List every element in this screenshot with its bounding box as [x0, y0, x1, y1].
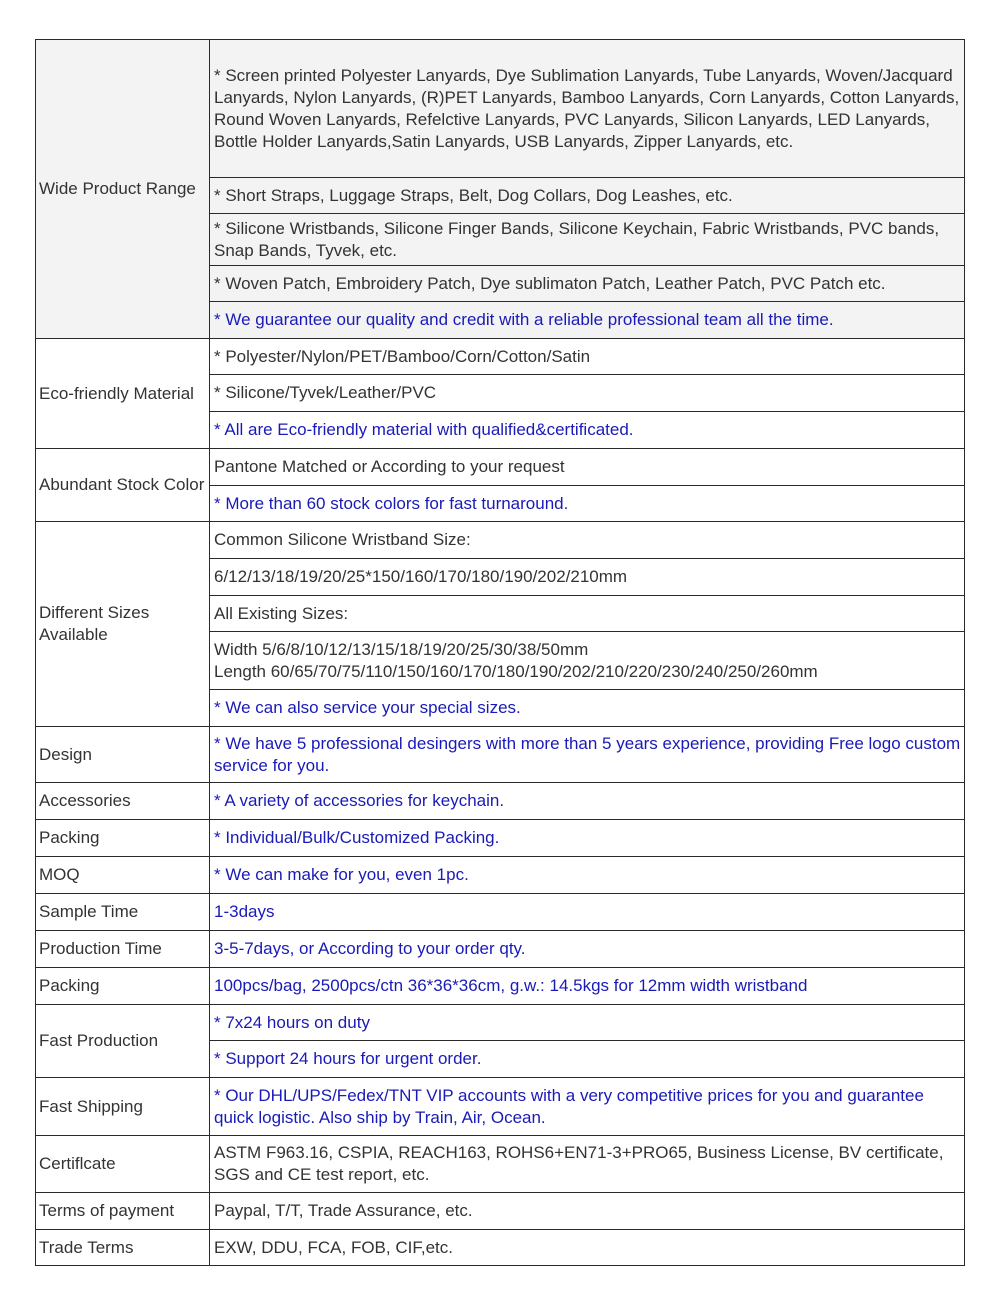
row-value: * We guarantee our quality and credit with a reliable professional team all the time.	[210, 302, 965, 339]
row-value: 6/12/13/18/19/20/25*150/160/170/180/190/202/210mm	[210, 559, 965, 596]
row-label: Design	[36, 727, 210, 783]
spec-table	[35, 39, 965, 1266]
row-label: Trade Terms	[36, 1230, 210, 1266]
table-row	[36, 931, 965, 968]
table-row	[36, 857, 965, 894]
row-value: * Polyester/Nylon/PET/Bamboo/Corn/Cotton/Satin	[210, 339, 965, 375]
row-value: * We have 5 professional desingers with more than 5 years experience, providing Free logo custom service for you.	[210, 727, 965, 783]
row-value: 3-5-7days, or According to your order qty.	[210, 931, 965, 968]
table-row	[36, 1005, 965, 1041]
row-value: * Silicone/Tyvek/Leather/PVC	[210, 375, 965, 412]
row-value: * Woven Patch, Embroidery Patch, Dye sublimaton Patch, Leather Patch, PVC Patch etc.	[210, 266, 965, 302]
table-row	[36, 1230, 965, 1266]
table-row	[36, 449, 965, 486]
row-value: * Support 24 hours for urgent order.	[210, 1041, 965, 1078]
row-value: * 7x24 hours on duty	[210, 1005, 965, 1041]
row-value: 100pcs/bag, 2500pcs/ctn 36*36*36cm, g.w.: 14.5kgs for 12mm width wristband	[210, 968, 965, 1005]
row-value: EXW, DDU, FCA, FOB, CIF,etc.	[210, 1230, 965, 1266]
row-value: * All are Eco-friendly material with qualified&certificated.	[210, 412, 965, 449]
row-value: All Existing Sizes:	[210, 596, 965, 632]
table-row	[36, 894, 965, 931]
row-label: Eco-friendly Material	[36, 339, 210, 449]
row-value: * Silicone Wristbands, Silicone Finger Bands, Silicone Keychain, Fabric Wristbands, PVC bands, Snap Bands, Tyvek, etc.	[210, 214, 965, 266]
table-row	[36, 1078, 965, 1136]
row-label: Terms of payment	[36, 1193, 210, 1230]
table-row	[36, 820, 965, 857]
row-label: Packing	[36, 968, 210, 1005]
row-value: ASTM F963.16, CSPIA, REACH163, ROHS6+EN71-3+PRO65, Business License, BV certificate, SGS and CE test report, etc.	[210, 1136, 965, 1193]
row-value: 1-3days	[210, 894, 965, 931]
row-value: Width 5/6/8/10/12/13/15/18/19/20/25/30/38/50mm Length 60/65/70/75/110/150/160/170/180/190/202/210/220/230/240/250/260mm	[210, 632, 965, 690]
row-label: Wide Product Range	[36, 40, 210, 339]
table-row	[36, 522, 965, 559]
table-row	[36, 40, 965, 178]
row-label: Abundant Stock Color	[36, 449, 210, 522]
table-row	[36, 1193, 965, 1230]
row-label: Accessories	[36, 783, 210, 820]
row-value: * A variety of accessories for keychain.	[210, 783, 965, 820]
row-value: * Our DHL/UPS/Fedex/TNT VIP accounts with a very competitive prices for you and guarantee quick logistic. Also ship by Train, Air, Ocean.	[210, 1078, 965, 1136]
row-value: Pantone Matched or According to your request	[210, 449, 965, 486]
table-row	[36, 783, 965, 820]
row-label: Different Sizes Available	[36, 522, 210, 727]
row-value: * We can make for you, even 1pc.	[210, 857, 965, 894]
row-value: Common Silicone Wristband Size:	[210, 522, 965, 559]
table-row	[36, 968, 965, 1005]
row-label: Packing	[36, 820, 210, 857]
row-value: * We can also service your special sizes.	[210, 690, 965, 727]
row-label: Certiflcate	[36, 1136, 210, 1193]
row-value: * Screen printed Polyester Lanyards, Dye Sublimation Lanyards, Tube Lanyards, Woven/Jacquard Lanyards, Nylon Lanyards, (R)PET Lanyards, Bamboo Lanyards, Corn Lanyards, Cotton Lanyards, Round Woven Lanyards, Refelctive Lanyards, PVC Lanyards, Silicon Lanyards, LED Lanyards, Bottle Holder Lanyards,Satin Lanyards, USB Lanyards, Zipper Lanyards, etc.	[210, 40, 965, 178]
row-value: * Individual/Bulk/Customized Packing.	[210, 820, 965, 857]
row-label: Fast Shipping	[36, 1078, 210, 1136]
table-row	[36, 339, 965, 375]
row-label: Sample Time	[36, 894, 210, 931]
row-value: * More than 60 stock colors for fast turnaround.	[210, 486, 965, 522]
row-label: Production Time	[36, 931, 210, 968]
table-row	[36, 727, 965, 783]
row-label: MOQ	[36, 857, 210, 894]
spec-table-body	[36, 40, 965, 1266]
row-label: Fast Production	[36, 1005, 210, 1078]
row-value: * Short Straps, Luggage Straps, Belt, Dog Collars, Dog Leashes, etc.	[210, 178, 965, 214]
table-row	[36, 1136, 965, 1193]
row-value: Paypal, T/T, Trade Assurance, etc.	[210, 1193, 965, 1230]
